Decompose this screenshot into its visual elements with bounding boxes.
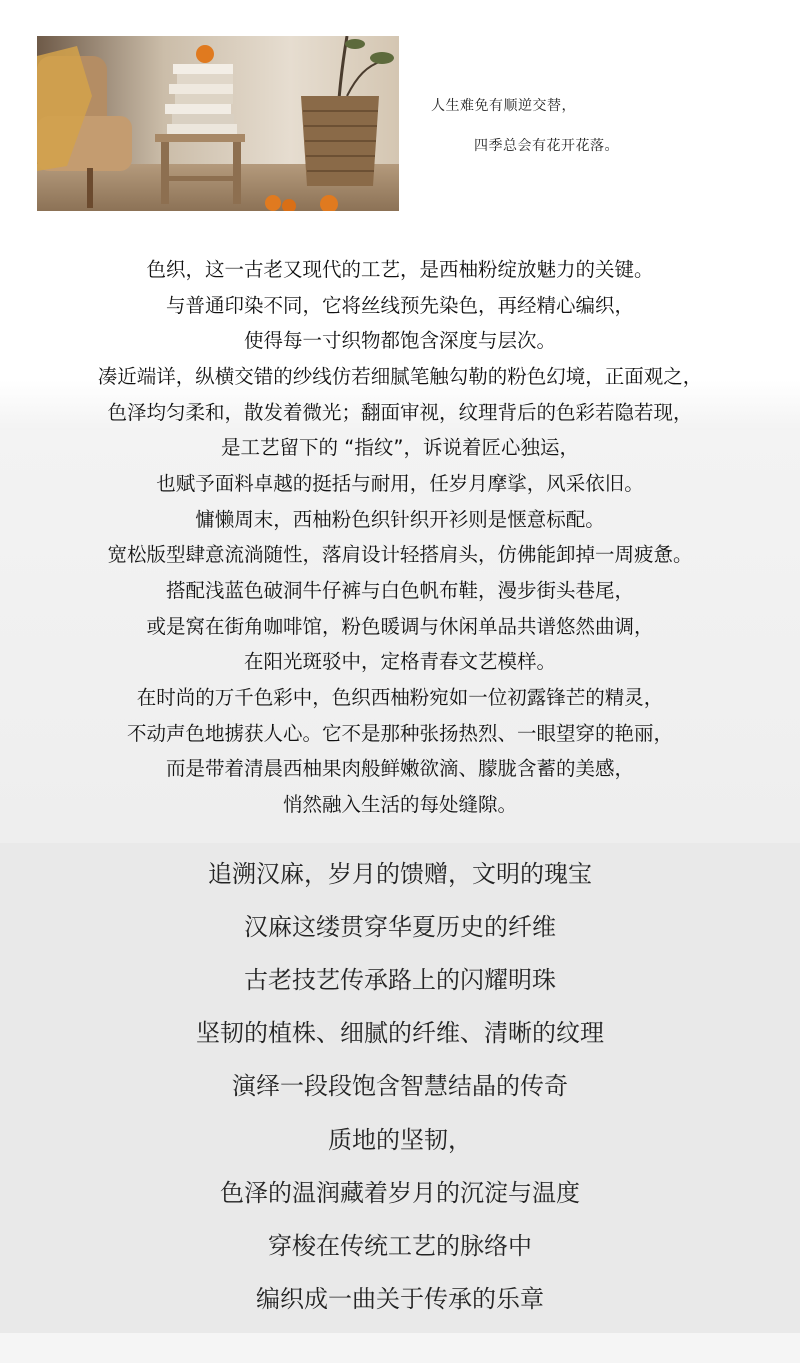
verse-line: 坚韧的植株、细腻的纤维、清晰的纹理 <box>196 1019 604 1047</box>
verse-line: 古老技艺传承路上的闪耀明珠 <box>244 966 556 994</box>
verse-line: 穿梭在传统工艺的脉络中 <box>268 1232 532 1260</box>
paragraph-line: 或是窝在街角咖啡馆，粉色暖调与休闲单品共谱悠然曲调， <box>146 615 654 638</box>
verse-line: 汉麻这缕贯穿华夏历史的纤维 <box>244 913 556 941</box>
paragraph-line: 而是带着清晨西柚果肉般鲜嫩欲滴、朦胧含蓄的美感， <box>165 757 634 780</box>
paragraph-line: 也赋予面料卓越的挺括与耐用，任岁月摩挲，风采依旧。 <box>156 472 644 495</box>
paragraph-line: 慵懒周末，西柚粉色织针织开衫则是惬意标配。 <box>195 508 605 531</box>
verse-line: 演绎一段段饱含智慧结晶的传奇 <box>232 1072 568 1100</box>
paragraph-line: 使得每一寸织物都饱含深度与层次。 <box>243 329 556 352</box>
paragraph-line: 宽松版型肆意流淌随性，落肩设计轻搭肩头，仿佛能卸掉一周疲惫。 <box>107 543 693 566</box>
description-section <box>0 240 800 843</box>
paragraph-line: 凑近端详，纵横交错的纱线仿若细腻笔触勾勒的粉色幻境，正面观之， <box>97 365 703 388</box>
verse-line: 质地的坚韧， <box>328 1126 472 1154</box>
quote-line-1: 人生难免有顺逆交替， <box>431 98 576 114</box>
paragraph-line: 在阳光斑驳中，定格青春文艺模样。 <box>243 650 556 673</box>
lifestyle-photo <box>37 36 399 211</box>
photo-illustration <box>37 36 399 211</box>
paragraph-line: 在时尚的万千色彩中，色织西柚粉宛如一位初露锋芒的精灵， <box>136 686 664 709</box>
paragraph-line: 搭配浅蓝色破洞牛仔裤与白色帆布鞋，漫步街头巷尾， <box>165 579 634 602</box>
verse-line: 色泽的温润藏着岁月的沉淀与温度 <box>220 1179 580 1207</box>
paragraph-line: 与普通印染不同，它将丝线预先染色，再经精心编织， <box>165 294 634 317</box>
paragraph-line: 色泽均匀柔和，散发着微光；翻面审视，纹理背后的色彩若隐若现， <box>107 401 693 424</box>
quote-line-2: 四季总会有花开花落。 <box>474 138 619 154</box>
footer-band <box>0 1333 800 1363</box>
paragraph-line: 色织，这一古老又现代的工艺，是西柚粉绽放魅力的关键。 <box>146 258 654 281</box>
paragraph-line: 不动声色地掳获人心。它不是那种张扬热烈、一眼望穿的艳丽， <box>126 722 673 745</box>
verse-section <box>0 843 800 1333</box>
verse-line: 追溯汉麻，岁月的馈赠，文明的瑰宝 <box>208 860 592 888</box>
verse-line: 编织成一曲关于传承的乐章 <box>256 1285 544 1313</box>
paragraph-line: 悄然融入生活的每处缝隙。 <box>282 793 517 816</box>
intro-section <box>0 0 800 240</box>
paragraph-line: 是工艺留下的 “指纹”，诉说着匠心独运， <box>221 436 579 459</box>
